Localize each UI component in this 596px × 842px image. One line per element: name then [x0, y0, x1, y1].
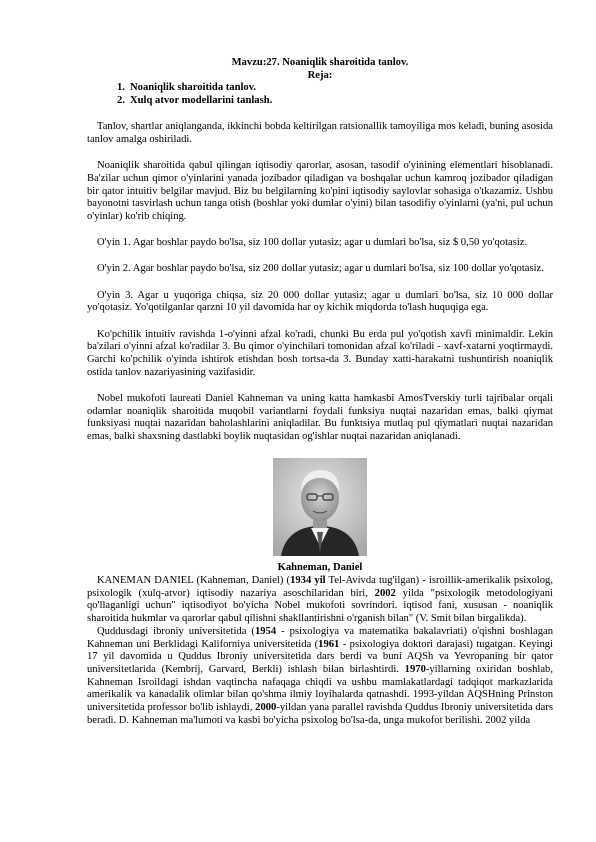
- portrait-figure: [87, 458, 553, 561]
- paragraph-game-2: O'yin 2. Agar boshlar paydo bo'lsa, siz 200 dollar yutasiz; agar u dumlari bo'lsa, siz 100 dollar yo'qotasiz.: [97, 263, 544, 275]
- plan-item-text: Noaniqlik sharoitida tanlov.: [130, 82, 257, 94]
- plan-item: [87, 82, 553, 95]
- paragraph-career: Quddusdagi ibroniy universitetida (1954 - psixologiya va matematika bakalavriati) o'qishni boshlagan Kahneman uni Berklidagi Kaliforniya universitetida (1961 - psixologiya doktori darajasi) tugatgan. Keyingi 17 yil davomida u Quddus Ibroniy universitetida dars berdi va buni AQSh va Yevropaning bir qator universitetlarida (Kembrij, Garvard, Berkli) ishlash bilan birlashtirdi. 1970-yillarning oxiridan boshlab, Kahneman Isroildagi ishdan vaqtincha nafaqaga chiqdi va ushbu mamlakatlardagi tadqiqot markazlarida amerikalik va kanadalik olimlar bilan qo'shma ilmiy loyihalarda qatnashdi. 1993-yildan AQSHning Prinston universitetida professor bo'lib ishlaydi, 2000-yildan yana parallel ravishda Quddus Ibroniy universitetida dars beradi. D. Kahneman ma'lumoti va kasbi bo'yicha psixolog bo'lsa-da, unga mukofot berilishi. 2002 yilda: [87, 625, 553, 726]
- paragraph-preference: Ko'pchilik intuitiv ravishda 1-o'yinni afzal ko'radi, chunki Bu erda pul yo'qotish xavfi minimaldir. Lekin ba'zilari o'yinni afzal ko'radilar 3. Bu qimor o'yinchilari tomonidan afzal ko'riladi - xavf-xatarni yoqtirmaydi. Garchi ko'pchilik o'yinda ishtirok etishdan bosh tortsa-da 3. Bunday xatti-harakatni tushuntirish noaniqlik ostida tanlov nazariyasining vazifasidir.: [87, 328, 553, 378]
- document-title: Mavzu:27. Noaniqlik sharoitida tanlov.: [231, 57, 409, 68]
- portrait-photo: [273, 458, 367, 556]
- paragraph-intro: Tanlov, shartlar aniqlanganda, ikkinchi bobda keltirilgan ratsionallik tamoyiliga mos keladi, buning asosida tanlov amalga oshiriladi.: [87, 121, 553, 146]
- portrait-caption: Kahneman, Daniel: [277, 562, 363, 574]
- paragraph-uncertainty: Noaniqlik sharoitida qabul qilingan iqtisodiy qarorlar, asosan, tasodif o'yinining elementlari hisoblanadi. Ba'zilar uchun qimor o'yinlarini yanada jozibador qiladigan va boshqalar uchun kamroq jozibador qiladigan bir qator intuitiv belgilar mavjud. Biz bu belgilarning ko'pini iqtisodiy saylovlar sohasiga o'tkazamiz. Ushbu bayonotni tasvirlash uchun tanga otish (boshlar yoki dumlar o'yini) bilan tasodifiy o'yinlarni (ya'ni, pul uchun o'yinlar) ko'rib chiqing.: [87, 160, 553, 223]
- document-page: [87, 57, 553, 728]
- plan-item-text: Xulq atvor modellarini tanlash.: [130, 95, 273, 107]
- plan-item: [87, 95, 553, 108]
- plan-heading: Reja:: [307, 69, 333, 81]
- plan-item-number: 2.: [117, 95, 125, 107]
- plan-item-number: 1.: [117, 82, 125, 94]
- plan-list: [87, 82, 553, 107]
- paragraph-biography: KANEMAN DANIEL (Kahneman, Daniel) (1934 yil Tel-Avivda tug'ilgan) - isroillik-amerikalik psixolog, psixologik (xulq-atvor) iqtisodiy nazariya asoschilaridan biri, 2002 yilda "psixologik metodologiyani qo'llaganligi uchun" iqtisodiyot bo'yicha Nobel mukofoti sovrindori. iqtisod fani, xususan - noaniqlik sharoitida hukmlar va qarorlar qabul qilishni shakllantirishni o'rganish bilan" (V. Smit bilan birgalikda).: [87, 575, 553, 625]
- paragraph-game-1: O'yin 1. Agar boshlar paydo bo'lsa, siz 100 dollar yutasiz; agar u dumlari bo'lsa, siz $ 0,50 yo'qotasiz.: [97, 237, 528, 249]
- paragraph-nobel: Nobel mukofoti laureati Daniel Kahneman va uning katta hamkasbi AmosTverskiy turli tajribalar orqali odamlar noaniqlik sharoitida muqobil variantlarni foydali funksiya nuqtai nazaridan emas, balki qiymat funksiyasi nuqtai nazaridan baholashlarini aniqladilar. Bu funktsiya mutlaq pul qiymatlari nuqtai nazaridan emas, balki shaxsning dastlabki boylik nuqtasidan og'ishlar nuqtai nazaridan aniqlanadi.: [87, 392, 553, 442]
- paragraph-game-3: O'yin 3. Agar u yuqoriga chiqsa, siz 20 000 dollar yutasiz; agar u dumlari bo'lsa, siz 10 000 dollar yo'qotasiz. Yo'qotilganlar qarzni 10 yil davomida har oy kichik miqdorda to'lash huquqiga ega.: [87, 289, 553, 314]
